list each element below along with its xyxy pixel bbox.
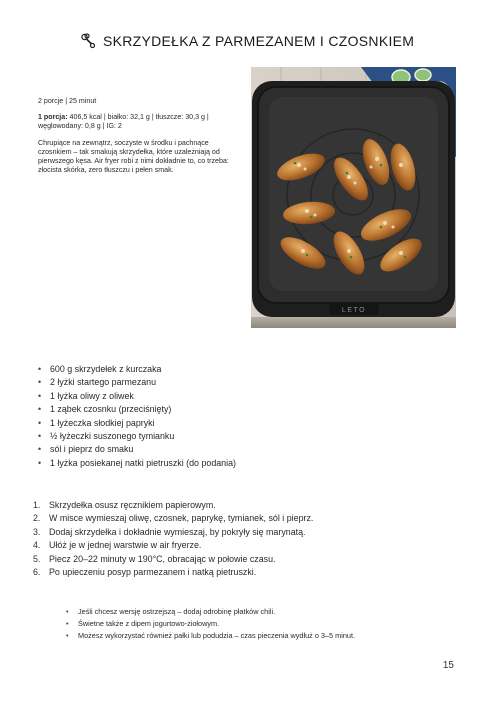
- step-item: [33, 566, 313, 579]
- ingredient-item: • 1 łyżka posiekanej natki pietruszki (do podania): [38, 457, 236, 470]
- ingredient-item: • 600 g skrzydełek z kurczaka: [38, 363, 236, 376]
- recipe-title: SKRZYDEŁKA Z PARMEZANEM I CZOSNKIEM: [102, 33, 415, 49]
- ingredients-list: [38, 363, 236, 470]
- step-item: [33, 539, 313, 552]
- tip-item: • Świetne także z dipem jogurtowo-ziołowym.: [66, 618, 355, 630]
- airfryer-brand-text: LETO: [341, 307, 367, 314]
- page-number: 15: [442, 660, 454, 671]
- chicken-bone-icon: [80, 33, 96, 52]
- ingredient-item: • 1 łyżka oliwy z oliwek: [38, 390, 236, 403]
- steps-list: [33, 499, 313, 579]
- step-text: Skrzydełka osusz ręcznikiem papierowym.: [49, 500, 216, 510]
- ingredient-item: • 2 łyżki startego parmezanu: [38, 376, 236, 389]
- step-number: 6.: [33, 566, 41, 577]
- nutrition-label: 1 porcja:: [38, 113, 68, 122]
- recipe-photo: [251, 67, 456, 328]
- tip-item: • Jeśli chcesz wersję ostrzejszą – dodaj odrobinę płatków chili.: [66, 606, 355, 618]
- step-text: Ułóż je w jednej warstwie w air fryerze.: [49, 540, 202, 551]
- ingredient-item: • ½ łyżeczki suszonego tymianku: [38, 430, 236, 443]
- recipe-description: Chrupiące na zewnątrz, soczyste w środku i pachnące czosnkiem – tak smakują skrzydełka, które uzależniają od pierwszego kęsa. Air fryer robi z nimi dokładnie to, co trzeba: złocista skórka, zero tłuszczu i pełen smak.: [38, 138, 229, 175]
- servings-time: 2 porcje | 25 minut: [38, 97, 97, 105]
- ingredient-item: • sól i pieprz do smaku: [38, 443, 236, 456]
- step-text: Dodaj skrzydełka i dokładnie wymieszaj, by pokryły się marynatą.: [49, 526, 306, 537]
- step-number: 3.: [33, 526, 41, 537]
- step-item: [33, 499, 313, 512]
- step-text: W misce wymieszaj oliwę, czosnek, paprykę, tymianek, sól i pieprz.: [49, 513, 314, 524]
- step-item: [33, 526, 313, 539]
- step-number: 4.: [33, 540, 41, 551]
- tips-list: [66, 606, 355, 642]
- step-number: 1.: [33, 500, 41, 510]
- step-item: [33, 553, 313, 566]
- nutrition-info: [38, 113, 243, 131]
- step-text: Po upieczeniu posyp parmezanem i natką pietruszki.: [49, 566, 257, 577]
- step-text: Piecz 20–22 minuty w 190°C, obracając w połowie czasu.: [49, 553, 276, 564]
- tip-item: • Możesz wykorzystać również pałki lub podudzia – czas pieczenia wydłuż o 3–5 minut.: [66, 630, 355, 642]
- step-item: [33, 512, 313, 525]
- ingredient-item: • 1 ząbek czosnku (przeciśnięty): [38, 403, 236, 416]
- recipe-title-row: [0, 33, 494, 52]
- step-number: 2.: [33, 513, 41, 524]
- nutrition-values: 406,5 kcal | białko: 32,1 g | tłuszcze: 30,3 g | węglowodany: 0,8 g | IG: 2: [38, 113, 209, 131]
- step-number: 5.: [33, 553, 41, 564]
- ingredient-item: • 1 łyżeczka słodkiej papryki: [38, 417, 236, 430]
- recipe-meta: [38, 97, 243, 182]
